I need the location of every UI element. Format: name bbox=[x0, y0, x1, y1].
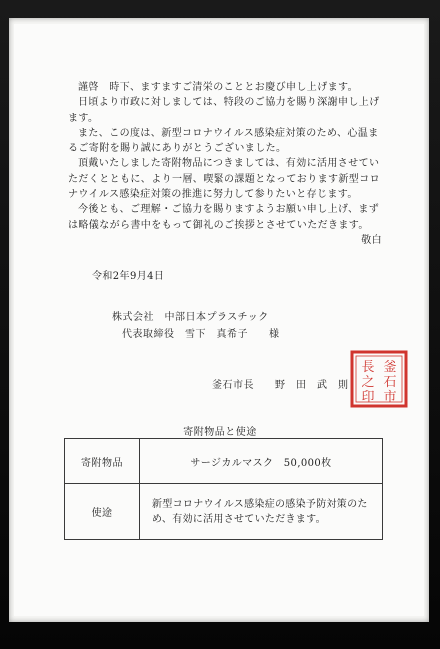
row-value-item: サージカルマスク 50,000枚 bbox=[140, 439, 383, 484]
usage-paragraph: 頂戴いたしました寄附物品につきましては、有効に活用させていただくとともに、より一層、喫緊の課題となっております新型コロナウイルス感染症対策の推進に努力して参りたいと存じます。 bbox=[68, 158, 380, 201]
recipient-company: 株式会社 中部日本プラスチック bbox=[112, 312, 269, 323]
svg-text:長: 長 bbox=[361, 360, 375, 375]
svg-text:之: 之 bbox=[361, 375, 375, 390]
thanks-paragraph: 日頃より市政に対しましては、特段のご協力を賜り深謝申し上げます。 bbox=[68, 97, 380, 124]
closing-word: 敬白 bbox=[361, 234, 382, 246]
row-label-item: 寄附物品 bbox=[65, 439, 140, 484]
greeting-paragraph: 謹啓 時下、ますますご清栄のこととお慶び申し上げます。 bbox=[78, 82, 358, 93]
table-row bbox=[65, 484, 383, 540]
closing-paragraph: 今後とも、ご理解・ご協力を賜りますようお願い申し上げ、まずは略儀ながら書中をもって御礼のご挨拶とさせていただきます。 bbox=[68, 204, 380, 231]
table-row bbox=[65, 439, 383, 484]
svg-text:釜: 釜 bbox=[383, 360, 397, 375]
recipient-block bbox=[112, 309, 280, 343]
letter-date: 令和2年9月4日 bbox=[92, 271, 165, 282]
svg-text:市: 市 bbox=[383, 390, 397, 405]
donation-items-table bbox=[64, 438, 383, 540]
svg-text:石: 石 bbox=[383, 375, 397, 390]
donation-paragraph: また、この度は、新型コロナウイルス感染症対策のため、心温まるご寄附を賜り誠にありがとうございました。 bbox=[68, 127, 379, 155]
items-table-title: 寄附物品と使途 bbox=[183, 427, 257, 438]
letter-body bbox=[68, 80, 386, 248]
sender-name: 釜石市長 野 田 武 則 bbox=[212, 380, 349, 391]
row-value-usage: 新型コロナウイルス感染症の感染予防対策のため、有効に活用させていただきます。 bbox=[140, 484, 383, 540]
recipient-person: 代表取締役 雪下 真希子 様 bbox=[122, 329, 280, 340]
svg-text:印: 印 bbox=[361, 390, 375, 405]
row-label-usage: 使途 bbox=[65, 484, 140, 540]
official-seal-icon bbox=[350, 350, 408, 408]
